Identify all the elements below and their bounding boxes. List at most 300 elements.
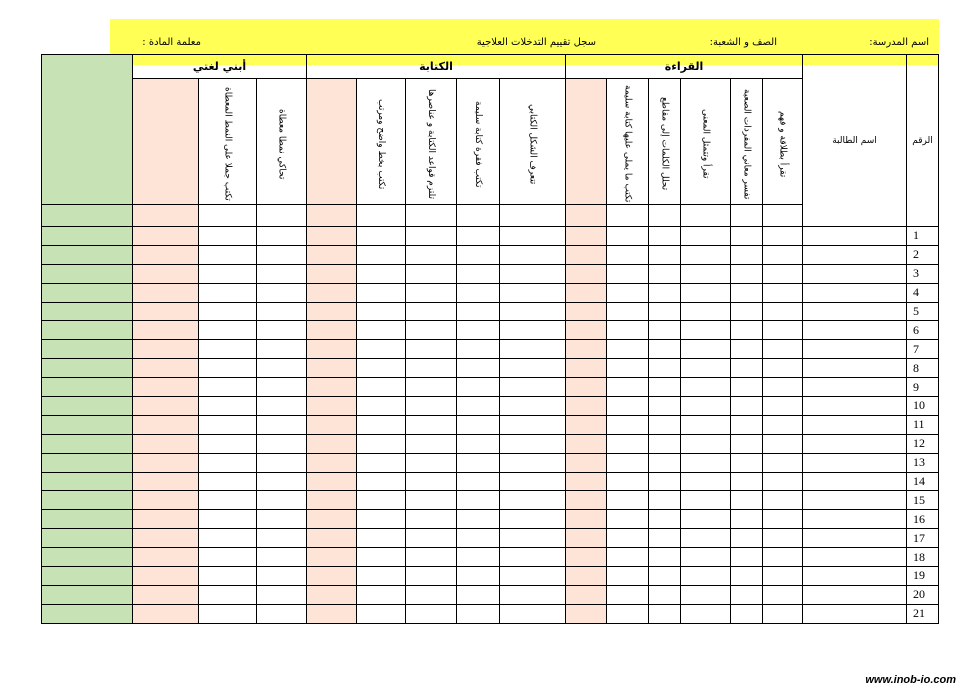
- score-cell[interactable]: [500, 453, 566, 472]
- score-cell[interactable]: [681, 397, 731, 416]
- score-cell[interactable]: [257, 453, 307, 472]
- score-cell[interactable]: [607, 472, 649, 491]
- score-cell[interactable]: [731, 548, 763, 567]
- student-name-cell[interactable]: [803, 264, 907, 283]
- score-cell[interactable]: [257, 378, 307, 397]
- score-cell[interactable]: [763, 359, 803, 378]
- score-cell[interactable]: [607, 321, 649, 340]
- score-cell[interactable]: [457, 472, 500, 491]
- score-cell[interactable]: [731, 283, 763, 302]
- score-cell[interactable]: [406, 567, 457, 586]
- empty-cell[interactable]: [133, 205, 199, 227]
- score-cell[interactable]: [500, 604, 566, 623]
- score-cell[interactable]: [731, 359, 763, 378]
- score-cell[interactable]: [457, 453, 500, 472]
- score-cell[interactable]: [406, 227, 457, 246]
- score-cell[interactable]: [406, 548, 457, 567]
- score-cell[interactable]: [133, 302, 199, 321]
- score-cell[interactable]: [406, 378, 457, 397]
- student-name-cell[interactable]: [803, 567, 907, 586]
- student-name-cell[interactable]: [803, 283, 907, 302]
- score-cell[interactable]: [257, 321, 307, 340]
- score-cell[interactable]: [457, 529, 500, 548]
- score-cell[interactable]: [199, 491, 257, 510]
- score-cell[interactable]: [307, 472, 357, 491]
- score-cell[interactable]: [649, 604, 681, 623]
- score-cell[interactable]: [457, 340, 500, 359]
- score-cell[interactable]: [566, 491, 607, 510]
- score-cell[interactable]: [199, 227, 257, 246]
- score-cell[interactable]: [763, 529, 803, 548]
- score-cell[interactable]: [357, 397, 406, 416]
- score-cell[interactable]: [681, 283, 731, 302]
- student-name-cell[interactable]: [803, 378, 907, 397]
- score-cell[interactable]: [457, 491, 500, 510]
- empty-cell[interactable]: [731, 205, 763, 227]
- score-cell[interactable]: [42, 321, 133, 340]
- score-cell[interactable]: [42, 397, 133, 416]
- score-cell[interactable]: [199, 359, 257, 378]
- score-cell[interactable]: [457, 567, 500, 586]
- student-name-cell[interactable]: [803, 491, 907, 510]
- score-cell[interactable]: [42, 302, 133, 321]
- score-cell[interactable]: [307, 378, 357, 397]
- score-cell[interactable]: [731, 472, 763, 491]
- score-cell[interactable]: [500, 227, 566, 246]
- student-name-cell[interactable]: [803, 245, 907, 264]
- score-cell[interactable]: [257, 264, 307, 283]
- score-cell[interactable]: [406, 340, 457, 359]
- score-cell[interactable]: [763, 567, 803, 586]
- score-cell[interactable]: [607, 529, 649, 548]
- score-cell[interactable]: [42, 340, 133, 359]
- score-cell[interactable]: [42, 264, 133, 283]
- score-cell[interactable]: [607, 604, 649, 623]
- score-cell[interactable]: [457, 302, 500, 321]
- score-cell[interactable]: [649, 321, 681, 340]
- score-cell[interactable]: [681, 434, 731, 453]
- score-cell[interactable]: [457, 283, 500, 302]
- score-cell[interactable]: [500, 378, 566, 397]
- empty-cell[interactable]: [199, 205, 257, 227]
- score-cell[interactable]: [133, 529, 199, 548]
- score-cell[interactable]: [649, 472, 681, 491]
- score-cell[interactable]: [307, 510, 357, 529]
- empty-cell[interactable]: [649, 205, 681, 227]
- score-cell[interactable]: [500, 340, 566, 359]
- score-cell[interactable]: [406, 491, 457, 510]
- score-cell[interactable]: [649, 340, 681, 359]
- score-cell[interactable]: [457, 510, 500, 529]
- score-cell[interactable]: [763, 283, 803, 302]
- score-cell[interactable]: [731, 604, 763, 623]
- score-cell[interactable]: [457, 548, 500, 567]
- score-cell[interactable]: [257, 585, 307, 604]
- score-cell[interactable]: [731, 227, 763, 246]
- score-cell[interactable]: [257, 283, 307, 302]
- student-name-cell[interactable]: [803, 321, 907, 340]
- score-cell[interactable]: [307, 585, 357, 604]
- score-cell[interactable]: [457, 359, 500, 378]
- score-cell[interactable]: [763, 510, 803, 529]
- score-cell[interactable]: [257, 548, 307, 567]
- score-cell[interactable]: [457, 227, 500, 246]
- score-cell[interactable]: [406, 510, 457, 529]
- score-cell[interactable]: [199, 340, 257, 359]
- score-cell[interactable]: [42, 415, 133, 434]
- score-cell[interactable]: [257, 604, 307, 623]
- score-cell[interactable]: [133, 340, 199, 359]
- score-cell[interactable]: [133, 585, 199, 604]
- empty-cell[interactable]: [42, 205, 133, 227]
- score-cell[interactable]: [42, 283, 133, 302]
- score-cell[interactable]: [607, 434, 649, 453]
- score-cell[interactable]: [607, 245, 649, 264]
- student-name-cell[interactable]: [803, 510, 907, 529]
- score-cell[interactable]: [566, 548, 607, 567]
- score-cell[interactable]: [731, 434, 763, 453]
- score-cell[interactable]: [763, 472, 803, 491]
- empty-cell[interactable]: [257, 205, 307, 227]
- score-cell[interactable]: [357, 529, 406, 548]
- score-cell[interactable]: [649, 434, 681, 453]
- score-cell[interactable]: [133, 378, 199, 397]
- score-cell[interactable]: [763, 321, 803, 340]
- score-cell[interactable]: [731, 510, 763, 529]
- score-cell[interactable]: [731, 321, 763, 340]
- score-cell[interactable]: [199, 510, 257, 529]
- score-cell[interactable]: [763, 415, 803, 434]
- score-cell[interactable]: [681, 567, 731, 586]
- score-cell[interactable]: [500, 245, 566, 264]
- score-cell[interactable]: [42, 529, 133, 548]
- score-cell[interactable]: [607, 397, 649, 416]
- score-cell[interactable]: [566, 245, 607, 264]
- score-cell[interactable]: [199, 397, 257, 416]
- score-cell[interactable]: [763, 264, 803, 283]
- score-cell[interactable]: [500, 302, 566, 321]
- score-cell[interactable]: [763, 434, 803, 453]
- score-cell[interactable]: [457, 264, 500, 283]
- score-cell[interactable]: [649, 548, 681, 567]
- score-cell[interactable]: [406, 415, 457, 434]
- score-cell[interactable]: [566, 604, 607, 623]
- score-cell[interactable]: [257, 472, 307, 491]
- score-cell[interactable]: [566, 585, 607, 604]
- score-cell[interactable]: [199, 453, 257, 472]
- score-cell[interactable]: [199, 264, 257, 283]
- score-cell[interactable]: [199, 434, 257, 453]
- score-cell[interactable]: [42, 604, 133, 623]
- score-cell[interactable]: [731, 453, 763, 472]
- score-cell[interactable]: [566, 283, 607, 302]
- score-cell[interactable]: [681, 340, 731, 359]
- score-cell[interactable]: [500, 321, 566, 340]
- student-name-cell[interactable]: [803, 340, 907, 359]
- score-cell[interactable]: [307, 283, 357, 302]
- score-cell[interactable]: [500, 415, 566, 434]
- student-name-cell[interactable]: [803, 359, 907, 378]
- score-cell[interactable]: [566, 453, 607, 472]
- score-cell[interactable]: [500, 472, 566, 491]
- score-cell[interactable]: [681, 302, 731, 321]
- score-cell[interactable]: [133, 567, 199, 586]
- score-cell[interactable]: [257, 434, 307, 453]
- score-cell[interactable]: [199, 567, 257, 586]
- score-cell[interactable]: [257, 359, 307, 378]
- score-cell[interactable]: [607, 340, 649, 359]
- score-cell[interactable]: [133, 283, 199, 302]
- score-cell[interactable]: [307, 434, 357, 453]
- score-cell[interactable]: [406, 359, 457, 378]
- score-cell[interactable]: [357, 604, 406, 623]
- score-cell[interactable]: [681, 453, 731, 472]
- score-cell[interactable]: [500, 283, 566, 302]
- score-cell[interactable]: [566, 264, 607, 283]
- score-cell[interactable]: [42, 453, 133, 472]
- score-cell[interactable]: [681, 472, 731, 491]
- score-cell[interactable]: [133, 245, 199, 264]
- score-cell[interactable]: [406, 472, 457, 491]
- score-cell[interactable]: [607, 453, 649, 472]
- score-cell[interactable]: [763, 245, 803, 264]
- score-cell[interactable]: [307, 245, 357, 264]
- score-cell[interactable]: [133, 359, 199, 378]
- score-cell[interactable]: [763, 585, 803, 604]
- score-cell[interactable]: [731, 491, 763, 510]
- score-cell[interactable]: [649, 529, 681, 548]
- student-name-cell[interactable]: [803, 397, 907, 416]
- score-cell[interactable]: [500, 397, 566, 416]
- score-cell[interactable]: [42, 548, 133, 567]
- score-cell[interactable]: [500, 359, 566, 378]
- score-cell[interactable]: [681, 415, 731, 434]
- score-cell[interactable]: [307, 491, 357, 510]
- score-cell[interactable]: [42, 472, 133, 491]
- score-cell[interactable]: [649, 585, 681, 604]
- score-cell[interactable]: [406, 302, 457, 321]
- score-cell[interactable]: [731, 245, 763, 264]
- score-cell[interactable]: [133, 491, 199, 510]
- score-cell[interactable]: [649, 264, 681, 283]
- score-cell[interactable]: [566, 472, 607, 491]
- score-cell[interactable]: [457, 397, 500, 416]
- score-cell[interactable]: [357, 415, 406, 434]
- score-cell[interactable]: [681, 604, 731, 623]
- score-cell[interactable]: [649, 302, 681, 321]
- score-cell[interactable]: [731, 415, 763, 434]
- score-cell[interactable]: [731, 302, 763, 321]
- score-cell[interactable]: [731, 529, 763, 548]
- score-cell[interactable]: [42, 567, 133, 586]
- score-cell[interactable]: [357, 283, 406, 302]
- score-cell[interactable]: [42, 227, 133, 246]
- score-cell[interactable]: [357, 302, 406, 321]
- empty-cell[interactable]: [357, 205, 406, 227]
- score-cell[interactable]: [649, 227, 681, 246]
- score-cell[interactable]: [500, 491, 566, 510]
- score-cell[interactable]: [607, 378, 649, 397]
- score-cell[interactable]: [357, 472, 406, 491]
- score-cell[interactable]: [357, 245, 406, 264]
- score-cell[interactable]: [500, 529, 566, 548]
- score-cell[interactable]: [649, 283, 681, 302]
- score-cell[interactable]: [199, 378, 257, 397]
- score-cell[interactable]: [681, 529, 731, 548]
- score-cell[interactable]: [357, 359, 406, 378]
- score-cell[interactable]: [307, 453, 357, 472]
- score-cell[interactable]: [133, 227, 199, 246]
- score-cell[interactable]: [500, 585, 566, 604]
- score-cell[interactable]: [357, 340, 406, 359]
- empty-cell[interactable]: [681, 205, 731, 227]
- score-cell[interactable]: [357, 264, 406, 283]
- score-cell[interactable]: [566, 321, 607, 340]
- score-cell[interactable]: [199, 472, 257, 491]
- score-cell[interactable]: [566, 397, 607, 416]
- score-cell[interactable]: [731, 340, 763, 359]
- score-cell[interactable]: [257, 567, 307, 586]
- score-cell[interactable]: [257, 340, 307, 359]
- score-cell[interactable]: [457, 321, 500, 340]
- score-cell[interactable]: [307, 302, 357, 321]
- score-cell[interactable]: [199, 245, 257, 264]
- score-cell[interactable]: [681, 491, 731, 510]
- student-name-cell[interactable]: [803, 529, 907, 548]
- score-cell[interactable]: [133, 604, 199, 623]
- score-cell[interactable]: [257, 415, 307, 434]
- score-cell[interactable]: [406, 397, 457, 416]
- score-cell[interactable]: [457, 245, 500, 264]
- score-cell[interactable]: [133, 264, 199, 283]
- score-cell[interactable]: [763, 604, 803, 623]
- score-cell[interactable]: [357, 453, 406, 472]
- score-cell[interactable]: [607, 302, 649, 321]
- score-cell[interactable]: [199, 302, 257, 321]
- score-cell[interactable]: [357, 585, 406, 604]
- score-cell[interactable]: [406, 434, 457, 453]
- score-cell[interactable]: [649, 567, 681, 586]
- student-name-cell[interactable]: [803, 415, 907, 434]
- score-cell[interactable]: [500, 567, 566, 586]
- score-cell[interactable]: [257, 227, 307, 246]
- score-cell[interactable]: [133, 321, 199, 340]
- score-cell[interactable]: [307, 227, 357, 246]
- score-cell[interactable]: [199, 585, 257, 604]
- score-cell[interactable]: [406, 529, 457, 548]
- empty-cell[interactable]: [566, 205, 607, 227]
- score-cell[interactable]: [357, 491, 406, 510]
- score-cell[interactable]: [406, 453, 457, 472]
- score-cell[interactable]: [257, 529, 307, 548]
- score-cell[interactable]: [42, 510, 133, 529]
- score-cell[interactable]: [681, 264, 731, 283]
- score-cell[interactable]: [566, 529, 607, 548]
- score-cell[interactable]: [133, 434, 199, 453]
- score-cell[interactable]: [457, 604, 500, 623]
- score-cell[interactable]: [133, 472, 199, 491]
- score-cell[interactable]: [357, 548, 406, 567]
- score-cell[interactable]: [257, 245, 307, 264]
- score-cell[interactable]: [42, 378, 133, 397]
- score-cell[interactable]: [357, 510, 406, 529]
- score-cell[interactable]: [649, 359, 681, 378]
- score-cell[interactable]: [763, 397, 803, 416]
- score-cell[interactable]: [681, 227, 731, 246]
- score-cell[interactable]: [406, 321, 457, 340]
- score-cell[interactable]: [681, 548, 731, 567]
- empty-cell[interactable]: [763, 205, 803, 227]
- score-cell[interactable]: [566, 340, 607, 359]
- score-cell[interactable]: [199, 321, 257, 340]
- score-cell[interactable]: [133, 397, 199, 416]
- student-name-cell[interactable]: [803, 548, 907, 567]
- score-cell[interactable]: [307, 359, 357, 378]
- score-cell[interactable]: [500, 434, 566, 453]
- score-cell[interactable]: [607, 548, 649, 567]
- score-cell[interactable]: [42, 245, 133, 264]
- score-cell[interactable]: [133, 453, 199, 472]
- score-cell[interactable]: [199, 283, 257, 302]
- score-cell[interactable]: [307, 529, 357, 548]
- score-cell[interactable]: [406, 245, 457, 264]
- score-cell[interactable]: [566, 415, 607, 434]
- score-cell[interactable]: [307, 415, 357, 434]
- score-cell[interactable]: [681, 359, 731, 378]
- score-cell[interactable]: [406, 283, 457, 302]
- student-name-cell[interactable]: [803, 434, 907, 453]
- score-cell[interactable]: [607, 567, 649, 586]
- student-name-cell[interactable]: [803, 453, 907, 472]
- score-cell[interactable]: [257, 510, 307, 529]
- score-cell[interactable]: [257, 397, 307, 416]
- score-cell[interactable]: [500, 548, 566, 567]
- score-cell[interactable]: [649, 415, 681, 434]
- score-cell[interactable]: [42, 359, 133, 378]
- empty-cell[interactable]: [457, 205, 500, 227]
- score-cell[interactable]: [607, 283, 649, 302]
- score-cell[interactable]: [649, 245, 681, 264]
- score-cell[interactable]: [307, 548, 357, 567]
- score-cell[interactable]: [649, 453, 681, 472]
- score-cell[interactable]: [307, 567, 357, 586]
- score-cell[interactable]: [307, 340, 357, 359]
- score-cell[interactable]: [763, 378, 803, 397]
- score-cell[interactable]: [566, 434, 607, 453]
- score-cell[interactable]: [457, 378, 500, 397]
- score-cell[interactable]: [763, 548, 803, 567]
- score-cell[interactable]: [566, 510, 607, 529]
- empty-cell[interactable]: [406, 205, 457, 227]
- score-cell[interactable]: [307, 397, 357, 416]
- student-name-cell[interactable]: [803, 585, 907, 604]
- empty-cell[interactable]: [500, 205, 566, 227]
- score-cell[interactable]: [406, 585, 457, 604]
- score-cell[interactable]: [763, 302, 803, 321]
- score-cell[interactable]: [257, 491, 307, 510]
- score-cell[interactable]: [763, 340, 803, 359]
- empty-cell[interactable]: [307, 205, 357, 227]
- score-cell[interactable]: [307, 321, 357, 340]
- score-cell[interactable]: [607, 227, 649, 246]
- score-cell[interactable]: [133, 415, 199, 434]
- score-cell[interactable]: [406, 264, 457, 283]
- score-cell[interactable]: [42, 491, 133, 510]
- student-name-cell[interactable]: [803, 227, 907, 246]
- score-cell[interactable]: [763, 453, 803, 472]
- score-cell[interactable]: [42, 434, 133, 453]
- score-cell[interactable]: [199, 604, 257, 623]
